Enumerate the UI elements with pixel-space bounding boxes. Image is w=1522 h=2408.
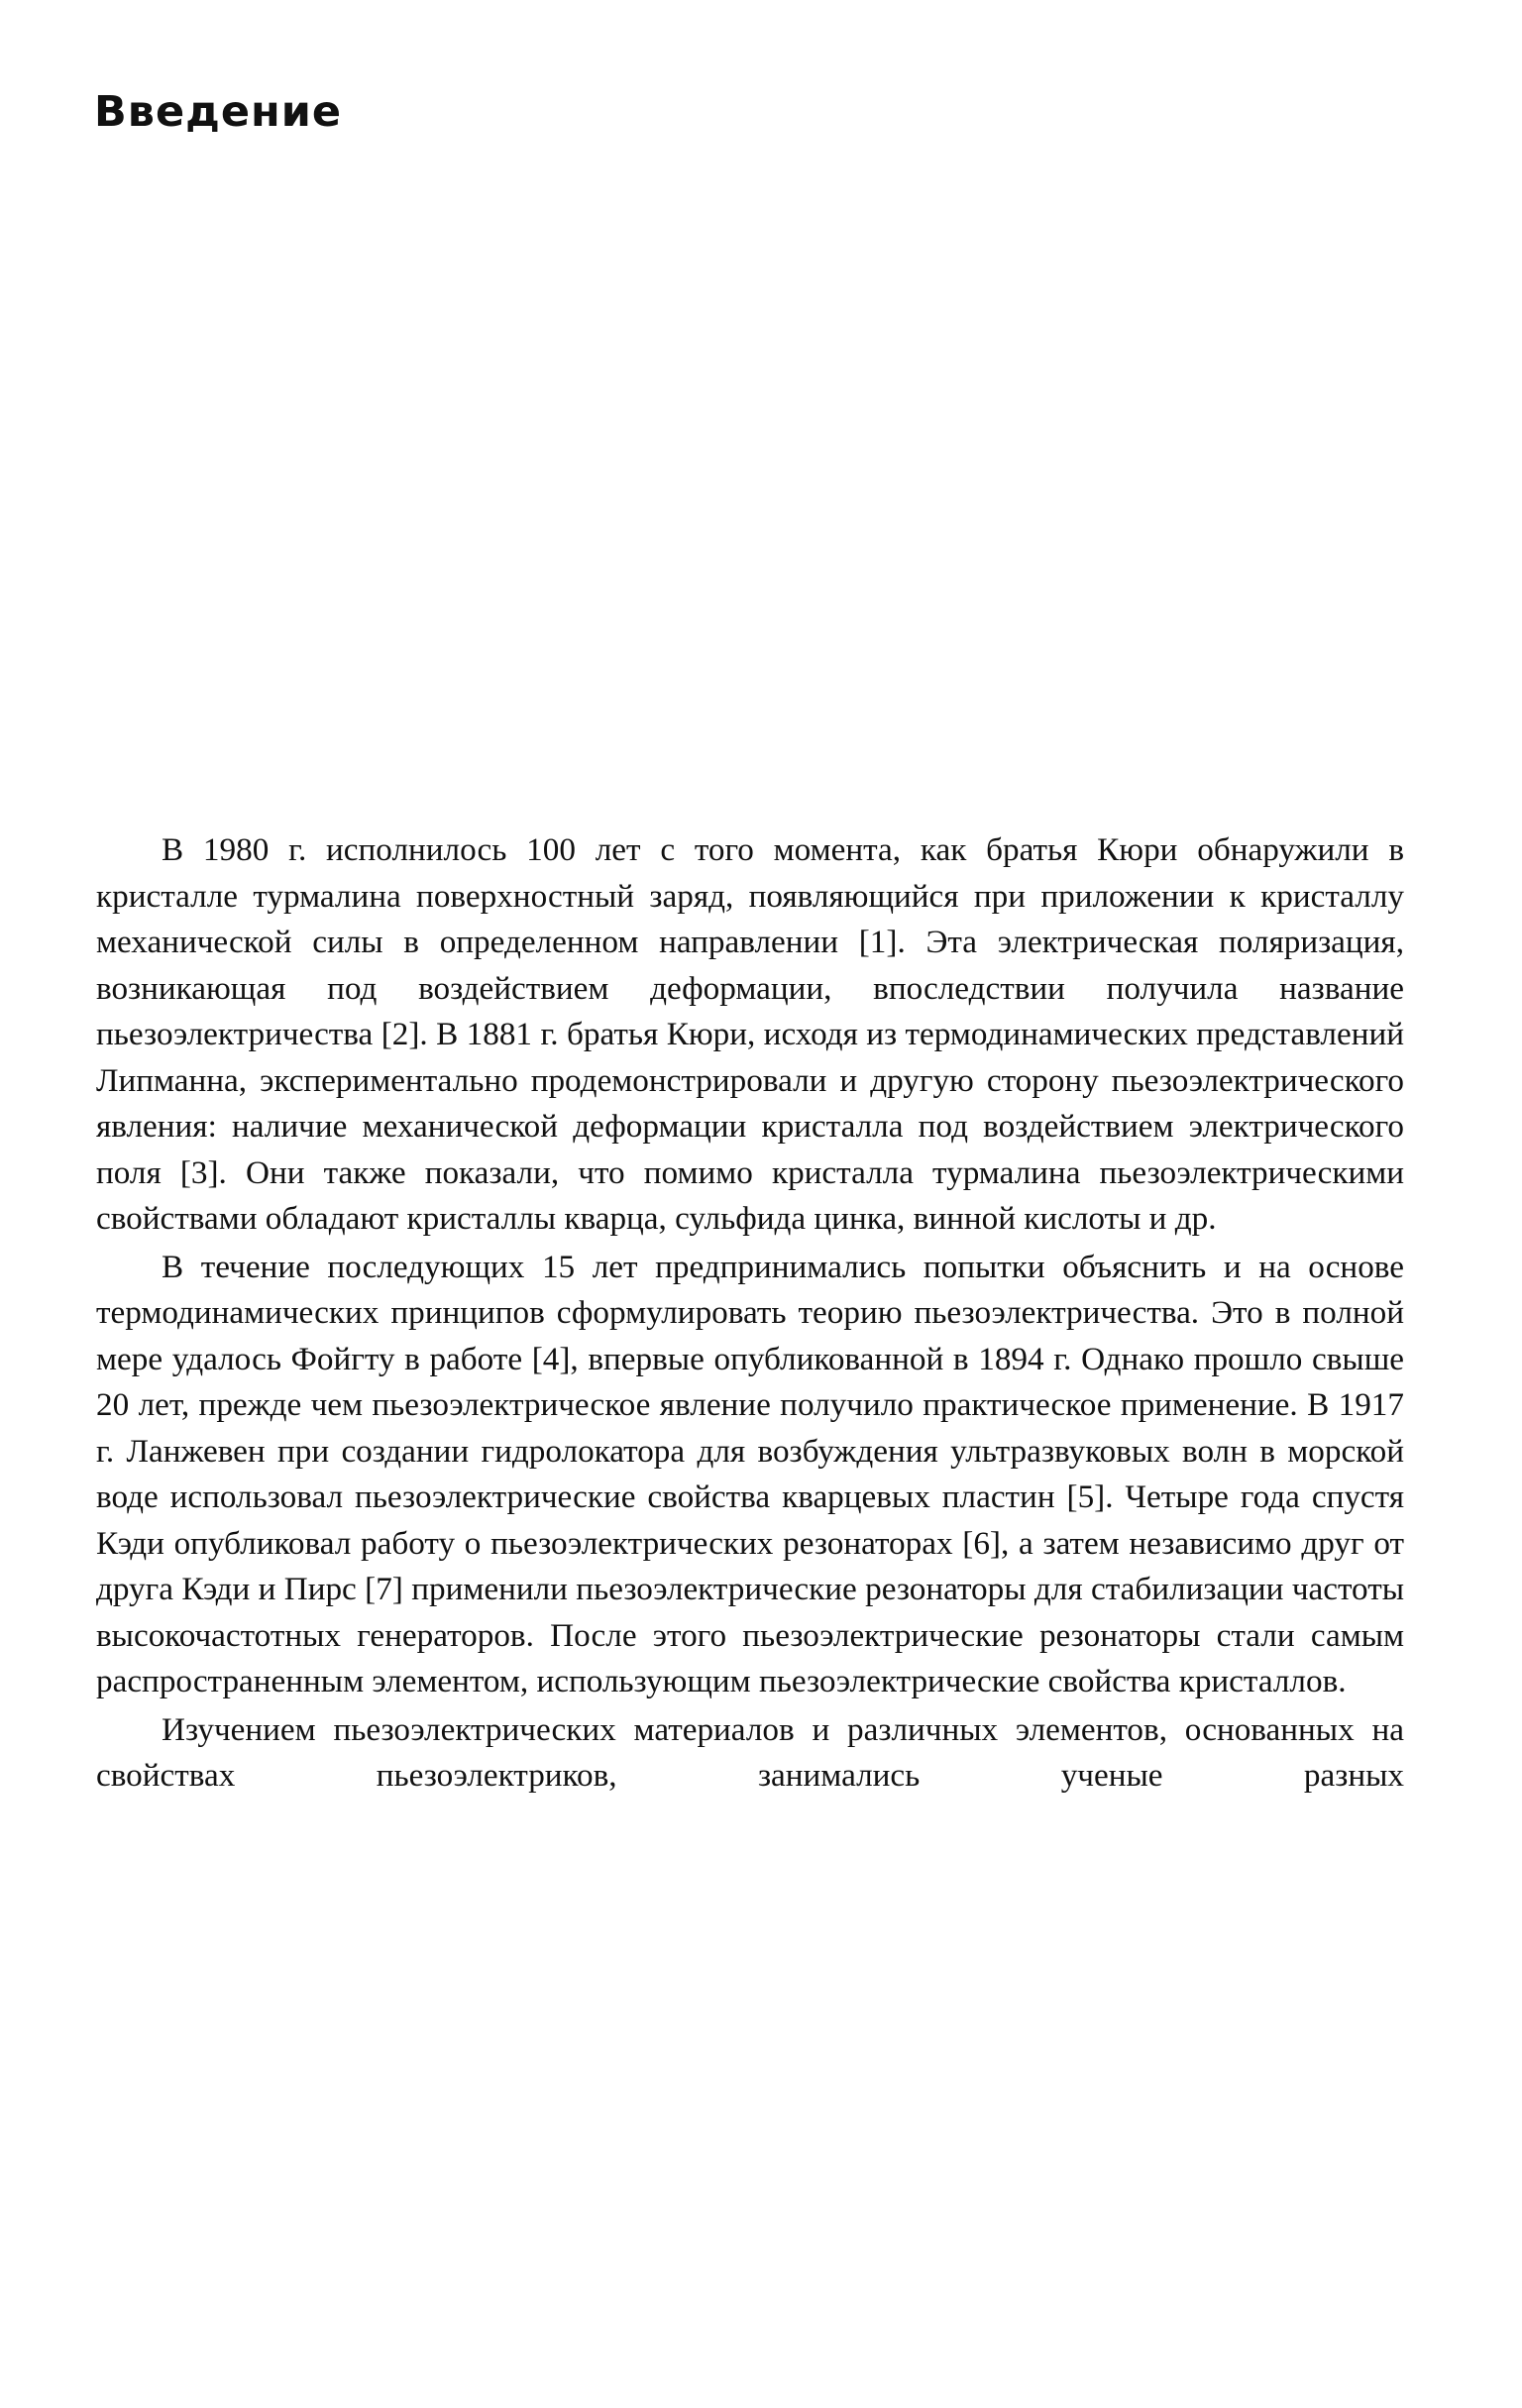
chapter-heading: Введение [94, 87, 343, 137]
paragraph-1: В 1980 г. исполнилось 100 лет с того момента, как братья Кюри обнаружили в кристалле турмалина поверхностный заряд, появляющийся при приложении к кристаллу механической силы в определенном направлении [1]. Эта электрическая поляризация, возникающая под воздействием деформации, впоследствии получила название пьезоэлектричества [2]. В 1881 г. братья Кюри, исходя из термодинамических представлений Липманна, экспериментально продемонстрировали и другую сторону пьезоэлектрического явления: наличие механической деформации кристалла под воздействием электрического поля [3]. Они также показали, что помимо кристалла турмалина пьезоэлектрическими свойствами обладают кристаллы кварца, сульфида цинка, винной кислоты и др. [96, 831, 1404, 1237]
paragraph-3: Изучением пьезоэлектрических материалов и различных элементов, основанных на свойствах пьезоэлектриков, занимались ученые разных [96, 1710, 1404, 1794]
chapter-body [96, 827, 1404, 1800]
paragraph-2: В течение последующих 15 лет предпринимались попытки объяснить и на основе термодинамических принципов сформулировать теорию пьезоэлектричества. Это в полной мере удалось Фойгту в работе [4], впервые опубликованной в 1894 г. Однако прошло свыше 20 лет, прежде чем пьезоэлектрическое явление получило практическое применение. В 1917 г. Ланжевен при создании гидролокатора для возбуждения ультразвуковых волн в морской воде использовал пьезоэлектрические свойства кварцевых пластин [5]. Четыре года спустя Кэди опубликовал работу о пьезоэлектрических резонаторах [6], а затем независимо друг от друга Кэди и Пирс [7] применили пьезоэлектрические резонаторы для стабилизации частоты высокочастотных генераторов. После этого пьезоэлектрические резонаторы стали самым распространенным элементом, использующим пьезоэлектрические свойства кристаллов. [96, 1248, 1404, 1699]
